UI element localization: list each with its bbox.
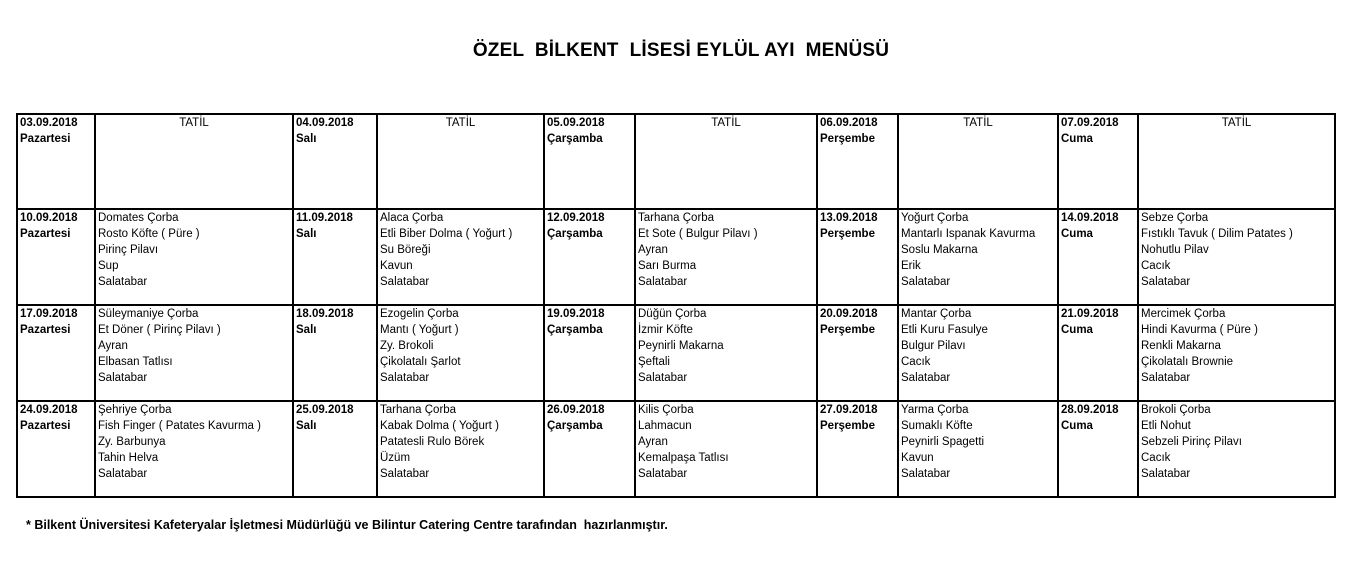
dishes-cell bbox=[1138, 305, 1335, 401]
holiday-cell bbox=[377, 114, 544, 209]
weekday-text: Çarşamba bbox=[547, 133, 603, 145]
dish-item: Şehriye Çorba bbox=[98, 404, 172, 416]
menu-body bbox=[17, 114, 1335, 497]
date-cell bbox=[17, 305, 95, 401]
dish-item: Cacık bbox=[1141, 260, 1171, 272]
dishes-cell bbox=[898, 209, 1058, 305]
dish-item: Sumaklı Köfte bbox=[901, 420, 973, 432]
dishes-cell bbox=[95, 401, 293, 497]
dish-item: Soslu Makarna bbox=[901, 244, 978, 256]
dish-item: Kavun bbox=[380, 260, 413, 272]
dish-item: Elbasan Tatlısı bbox=[98, 356, 173, 368]
date-text: 20.09.2018 bbox=[820, 308, 878, 320]
date-text: 17.09.2018 bbox=[20, 308, 78, 320]
dish-item: Alaca Çorba bbox=[380, 212, 444, 224]
weekday-text: Pazartesi bbox=[20, 324, 71, 336]
date-text: 13.09.2018 bbox=[820, 212, 878, 224]
weekday-text: Perşembe bbox=[820, 228, 875, 240]
weekday-text: Pazartesi bbox=[20, 228, 71, 240]
dish-item: Salatabar bbox=[901, 372, 951, 384]
date-text: 14.09.2018 bbox=[1061, 212, 1119, 224]
dish-item: Salatabar bbox=[380, 372, 430, 384]
date-cell bbox=[817, 114, 898, 209]
holiday-label: TATİL bbox=[711, 117, 741, 129]
dish-item: Salatabar bbox=[1141, 276, 1191, 288]
dish-item: Bulgur Pilavı bbox=[901, 340, 966, 352]
date-text: 12.09.2018 bbox=[547, 212, 605, 224]
date-text: 04.09.2018 bbox=[296, 117, 354, 129]
dish-item: Cacık bbox=[1141, 452, 1171, 464]
date-text: 10.09.2018 bbox=[20, 212, 78, 224]
dish-item: Etli Biber Dolma ( Yoğurt ) bbox=[380, 228, 513, 240]
date-text: 24.09.2018 bbox=[20, 404, 78, 416]
dish-item: Sebzeli Pirinç Pilavı bbox=[1141, 436, 1242, 448]
dish-item: Etli Kuru Fasulye bbox=[901, 324, 988, 336]
dish-item: Tarhana Çorba bbox=[638, 212, 715, 224]
dish-item: Salatabar bbox=[638, 372, 688, 384]
date-cell bbox=[1058, 401, 1138, 497]
dish-item: Mantı ( Yoğurt ) bbox=[380, 324, 459, 336]
dishes-cell bbox=[1138, 209, 1335, 305]
dish-item: Pirinç Pilavı bbox=[98, 244, 159, 256]
weekday-text: Salı bbox=[296, 228, 317, 240]
dish-item: Salatabar bbox=[98, 276, 148, 288]
date-cell bbox=[544, 114, 635, 209]
dish-item: Kabak Dolma ( Yoğurt ) bbox=[380, 420, 499, 432]
dish-item: Kemalpaşa Tatlısı bbox=[638, 452, 729, 464]
dish-item: Zy. Brokoli bbox=[380, 340, 434, 352]
dish-item: Su Böreği bbox=[380, 244, 431, 256]
dish-item: Peynirli Spagetti bbox=[901, 436, 985, 448]
dish-item: Çikolatalı Şarlot bbox=[380, 356, 461, 368]
dish-item: Ayran bbox=[98, 340, 128, 352]
weekday-text: Çarşamba bbox=[547, 324, 603, 336]
weekday-text: Salı bbox=[296, 324, 317, 336]
dish-item: Kavun bbox=[901, 452, 934, 464]
footnote: * Bilkent Üniversitesi Kafeteryalar İşletmesi Müdürlüğü ve Bilintur Catering Centre tarafından hazırlanmıştır. bbox=[26, 518, 668, 532]
weekday-text: Perşembe bbox=[820, 420, 875, 432]
dish-item: Tarhana Çorba bbox=[380, 404, 457, 416]
weekday-text: Cuma bbox=[1061, 324, 1093, 336]
holiday-label: TATİL bbox=[1221, 117, 1252, 129]
date-cell bbox=[293, 401, 377, 497]
dishes-cell bbox=[635, 401, 817, 497]
date-text: 28.09.2018 bbox=[1061, 404, 1119, 416]
dish-item: Sup bbox=[98, 260, 119, 272]
date-cell bbox=[817, 209, 898, 305]
dish-item: Şeftali bbox=[638, 356, 670, 368]
dishes-cell bbox=[898, 401, 1058, 497]
date-text: 03.09.2018 bbox=[20, 117, 78, 129]
date-cell bbox=[293, 209, 377, 305]
weekday-text: Cuma bbox=[1061, 228, 1093, 240]
date-cell bbox=[1058, 209, 1138, 305]
date-text: 21.09.2018 bbox=[1061, 308, 1119, 320]
dish-item: Patatesli Rulo Börek bbox=[380, 436, 485, 448]
holiday-cell bbox=[635, 114, 817, 209]
dishes-cell bbox=[898, 305, 1058, 401]
dishes-cell bbox=[635, 209, 817, 305]
week-row bbox=[17, 209, 1335, 305]
holiday-cell bbox=[898, 114, 1058, 209]
holiday-label: TATİL bbox=[963, 117, 993, 129]
dish-item: Yoğurt Çorba bbox=[901, 212, 969, 224]
date-cell bbox=[544, 209, 635, 305]
dishes-cell bbox=[377, 305, 544, 401]
date-cell bbox=[544, 305, 635, 401]
page-title: ÖZEL BİLKENT LİSESİ EYLÜL AYI MENÜSÜ bbox=[472, 40, 890, 61]
date-text: 18.09.2018 bbox=[296, 308, 354, 320]
dish-item: Mantar Çorba bbox=[901, 308, 972, 320]
weekday-text: Çarşamba bbox=[547, 228, 603, 240]
dish-item: Etli Nohut bbox=[1141, 420, 1191, 432]
weekday-text: Çarşamba bbox=[547, 420, 603, 432]
dish-item: Yarma Çorba bbox=[901, 404, 969, 416]
dish-item: Brokoli Çorba bbox=[1141, 404, 1211, 416]
date-cell bbox=[1058, 305, 1138, 401]
dish-item: Salatabar bbox=[380, 468, 430, 480]
weekday-text: Pazartesi bbox=[20, 420, 71, 432]
date-cell bbox=[17, 209, 95, 305]
date-text: 26.09.2018 bbox=[547, 404, 605, 416]
date-cell bbox=[817, 305, 898, 401]
date-cell bbox=[544, 401, 635, 497]
holiday-label: TATİL bbox=[179, 117, 209, 129]
dish-item: Nohutlu Pilav bbox=[1141, 244, 1209, 256]
dish-item: Süleymaniye Çorba bbox=[98, 308, 199, 320]
dish-item: Domates Çorba bbox=[98, 212, 179, 224]
dish-item: Salatabar bbox=[98, 468, 148, 480]
dish-item: Salatabar bbox=[901, 276, 951, 288]
weekday-text: Perşembe bbox=[820, 324, 875, 336]
week-row bbox=[17, 305, 1335, 401]
dish-item: Salatabar bbox=[98, 372, 148, 384]
dish-item: Rosto Köfte ( Püre ) bbox=[98, 228, 200, 240]
dish-item: Hindi Kavurma ( Püre ) bbox=[1141, 324, 1258, 336]
menu-table bbox=[16, 113, 1336, 498]
date-cell bbox=[17, 114, 95, 209]
dish-item: Üzüm bbox=[380, 452, 411, 464]
weekday-text: Salı bbox=[296, 420, 317, 432]
dish-item: Mercimek Çorba bbox=[1141, 308, 1226, 320]
date-text: 25.09.2018 bbox=[296, 404, 354, 416]
dish-item: Sebze Çorba bbox=[1141, 212, 1209, 224]
dish-item: Salatabar bbox=[901, 468, 951, 480]
date-cell bbox=[293, 114, 377, 209]
dish-item: Salatabar bbox=[1141, 468, 1191, 480]
dish-item: Zy. Barbunya bbox=[98, 436, 166, 448]
weekday-text: Cuma bbox=[1061, 420, 1093, 432]
weekday-text: Cuma bbox=[1061, 133, 1093, 145]
holiday-label: TATİL bbox=[445, 117, 476, 129]
dish-item: Çikolatalı Brownie bbox=[1141, 356, 1234, 368]
date-text: 05.09.2018 bbox=[547, 117, 605, 129]
date-cell bbox=[17, 401, 95, 497]
dish-item: Düğün Çorba bbox=[638, 308, 707, 320]
dish-item: Kilis Çorba bbox=[638, 404, 694, 416]
dish-item: Salatabar bbox=[380, 276, 430, 288]
dish-item: Fish Finger ( Patates Kavurma ) bbox=[98, 420, 261, 432]
weekday-text: Salı bbox=[296, 133, 317, 145]
date-text: 11.09.2018 bbox=[296, 212, 353, 224]
holiday-cell bbox=[95, 114, 293, 209]
date-text: 07.09.2018 bbox=[1061, 117, 1119, 129]
week-row bbox=[17, 401, 1335, 497]
dish-item: Salatabar bbox=[638, 276, 688, 288]
date-text: 19.09.2018 bbox=[547, 308, 605, 320]
date-text: 06.09.2018 bbox=[820, 117, 878, 129]
dish-item: Erik bbox=[901, 260, 921, 272]
holiday-cell bbox=[1138, 114, 1335, 209]
dish-item: Ayran bbox=[638, 436, 668, 448]
date-cell bbox=[817, 401, 898, 497]
weekday-text: Pazartesi bbox=[20, 133, 71, 145]
dishes-cell bbox=[1138, 401, 1335, 497]
date-cell bbox=[293, 305, 377, 401]
date-cell bbox=[1058, 114, 1138, 209]
dish-item: Ezogelin Çorba bbox=[380, 308, 459, 320]
dish-item: Tahin Helva bbox=[98, 452, 159, 464]
dishes-cell bbox=[95, 305, 293, 401]
dish-item: İzmir Köfte bbox=[638, 324, 693, 336]
weekday-text: Perşembe bbox=[820, 133, 875, 145]
dishes-cell bbox=[377, 401, 544, 497]
dish-item: Fıstıklı Tavuk ( Dilim Patates ) bbox=[1141, 228, 1293, 240]
dish-item: Mantarlı Ispanak Kavurma bbox=[901, 228, 1036, 240]
dish-item: Sarı Burma bbox=[638, 260, 697, 272]
dish-item: Peynirli Makarna bbox=[638, 340, 724, 352]
dish-item: Salatabar bbox=[638, 468, 688, 480]
week-row bbox=[17, 114, 1335, 209]
date-text: 27.09.2018 bbox=[820, 404, 878, 416]
dishes-cell bbox=[377, 209, 544, 305]
dish-item: Lahmacun bbox=[638, 420, 692, 432]
dish-item: Salatabar bbox=[1141, 372, 1191, 384]
dishes-cell bbox=[95, 209, 293, 305]
dish-item: Et Sote ( Bulgur Pilavı ) bbox=[638, 228, 758, 240]
dish-item: Et Döner ( Pirinç Pilavı ) bbox=[98, 324, 221, 336]
dish-item: Cacık bbox=[901, 356, 931, 368]
dishes-cell bbox=[635, 305, 817, 401]
dish-item: Renkli Makarna bbox=[1141, 340, 1221, 352]
dish-item: Ayran bbox=[638, 244, 668, 256]
